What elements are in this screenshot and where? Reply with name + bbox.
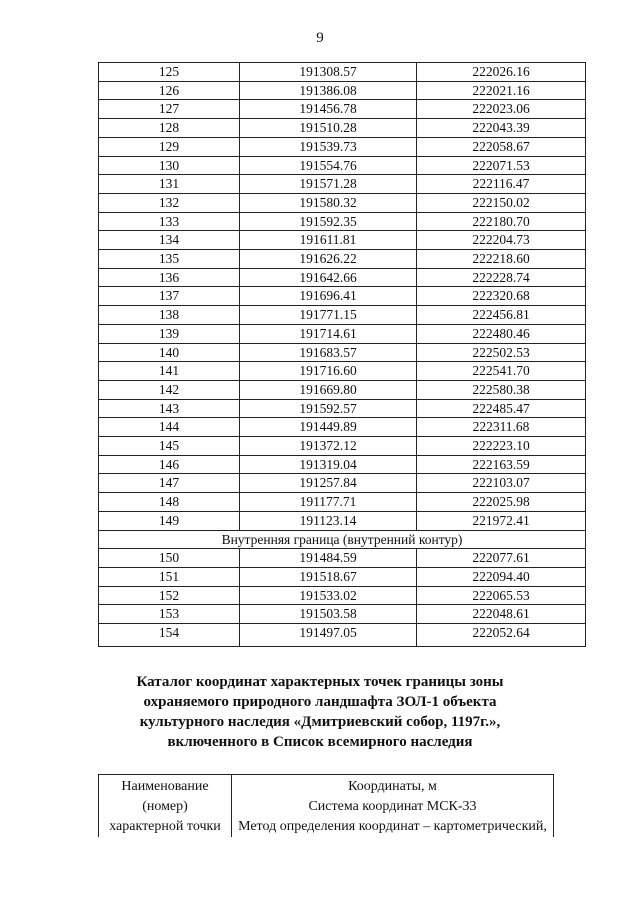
x-coordinate-cell: 191592.35 bbox=[240, 212, 417, 231]
y-coordinate-cell: 222456.81 bbox=[417, 306, 586, 325]
table-row bbox=[99, 119, 586, 138]
x-coordinate-cell: 191177.71 bbox=[240, 493, 417, 512]
point-number-cell: 148 bbox=[99, 493, 240, 512]
point-number-cell: 130 bbox=[99, 156, 240, 175]
y-coordinate-cell: 222180.70 bbox=[417, 212, 586, 231]
y-coordinate-cell: 222502.53 bbox=[417, 343, 586, 362]
table-row bbox=[99, 511, 586, 530]
x-coordinate-cell: 191611.81 bbox=[240, 231, 417, 250]
table-row bbox=[99, 137, 586, 156]
y-coordinate-cell: 222116.47 bbox=[417, 175, 586, 194]
point-number-cell: 145 bbox=[99, 437, 240, 456]
point-number-cell: 139 bbox=[99, 324, 240, 343]
x-coordinate-cell: 191386.08 bbox=[240, 81, 417, 100]
point-number-cell: 149 bbox=[99, 511, 240, 530]
coordinates-header-line1: Координаты, м bbox=[348, 779, 437, 794]
x-coordinate-cell: 191669.80 bbox=[240, 380, 417, 399]
x-coordinate-cell: 191539.73 bbox=[240, 137, 417, 156]
point-number-cell: 128 bbox=[99, 119, 240, 138]
coordinates-header-line2: Система координат МСК-33 bbox=[308, 799, 477, 814]
x-coordinate-cell: 191696.41 bbox=[240, 287, 417, 306]
y-coordinate-cell: 222023.06 bbox=[417, 100, 586, 119]
y-coordinate-cell: 222026.16 bbox=[417, 63, 586, 82]
table-row bbox=[99, 100, 586, 119]
point-number-cell: 141 bbox=[99, 362, 240, 381]
y-coordinate-cell: 222320.68 bbox=[417, 287, 586, 306]
y-coordinate-cell: 222218.60 bbox=[417, 250, 586, 269]
point-number-cell: 135 bbox=[99, 250, 240, 269]
point-number-cell: 140 bbox=[99, 343, 240, 362]
y-coordinate-cell: 222163.59 bbox=[417, 455, 586, 474]
table-row bbox=[99, 549, 586, 568]
outer-contour-rows bbox=[99, 63, 586, 531]
point-number-cell: 136 bbox=[99, 268, 240, 287]
x-coordinate-cell: 191319.04 bbox=[240, 455, 417, 474]
table-row bbox=[99, 380, 586, 399]
x-coordinate-cell: 191372.12 bbox=[240, 437, 417, 456]
y-coordinate-cell: 222094.40 bbox=[417, 567, 586, 586]
catalog-heading: Каталог координат характерных точек границы зоны охраняемого природного ландшафта ЗОЛ-1 объекта культурного наследия «Дмитриевский собор, 1197г.», включенного в Список всемирного наследия bbox=[136, 674, 504, 750]
y-coordinate-cell: 222071.53 bbox=[417, 156, 586, 175]
table-row bbox=[99, 81, 586, 100]
y-coordinate-cell: 222021.16 bbox=[417, 81, 586, 100]
point-number-cell: 146 bbox=[99, 455, 240, 474]
y-coordinate-cell: 222228.74 bbox=[417, 268, 586, 287]
x-coordinate-cell: 191626.22 bbox=[240, 250, 417, 269]
point-number-cell: 127 bbox=[99, 100, 240, 119]
x-coordinate-cell: 191449.89 bbox=[240, 418, 417, 437]
y-coordinate-cell: 222311.68 bbox=[417, 418, 586, 437]
x-coordinate-cell: 191683.57 bbox=[240, 343, 417, 362]
y-coordinate-cell: 222103.07 bbox=[417, 474, 586, 493]
point-number-cell: 154 bbox=[99, 624, 240, 647]
section-header-row bbox=[99, 530, 586, 549]
x-coordinate-cell: 191497.05 bbox=[240, 624, 417, 647]
coordinates-table bbox=[98, 62, 586, 647]
x-coordinate-cell: 191456.78 bbox=[240, 100, 417, 119]
x-coordinate-cell: 191308.57 bbox=[240, 63, 417, 82]
catalog-header-row bbox=[99, 775, 554, 838]
x-coordinate-cell: 191571.28 bbox=[240, 175, 417, 194]
x-coordinate-cell: 191580.32 bbox=[240, 193, 417, 212]
point-name-header-line1: Наименование bbox=[121, 779, 209, 794]
y-coordinate-cell: 222065.53 bbox=[417, 586, 586, 605]
x-coordinate-cell: 191123.14 bbox=[240, 511, 417, 530]
section-row-group bbox=[99, 530, 586, 549]
table-row bbox=[99, 399, 586, 418]
table-row bbox=[99, 324, 586, 343]
x-coordinate-cell: 191554.76 bbox=[240, 156, 417, 175]
point-number-cell: 142 bbox=[99, 380, 240, 399]
y-coordinate-cell: 222048.61 bbox=[417, 605, 586, 624]
table-row bbox=[99, 362, 586, 381]
table-row bbox=[99, 268, 586, 287]
catalog-header-table bbox=[98, 774, 554, 837]
point-name-header bbox=[99, 775, 232, 838]
x-coordinate-cell: 191716.60 bbox=[240, 362, 417, 381]
y-coordinate-cell: 222077.61 bbox=[417, 549, 586, 568]
point-number-cell: 143 bbox=[99, 399, 240, 418]
point-number-cell: 133 bbox=[99, 212, 240, 231]
page-number: 9 bbox=[316, 30, 324, 46]
table-row bbox=[99, 455, 586, 474]
table-row bbox=[99, 437, 586, 456]
table-row bbox=[99, 624, 586, 647]
x-coordinate-cell: 191771.15 bbox=[240, 306, 417, 325]
point-number-cell: 126 bbox=[99, 81, 240, 100]
y-coordinate-cell: 222541.70 bbox=[417, 362, 586, 381]
table-row bbox=[99, 175, 586, 194]
point-number-cell: 151 bbox=[99, 567, 240, 586]
point-number-cell: 153 bbox=[99, 605, 240, 624]
x-coordinate-cell: 191484.59 bbox=[240, 549, 417, 568]
y-coordinate-cell: 222223.10 bbox=[417, 437, 586, 456]
point-name-header-line2: (номер) bbox=[142, 799, 188, 814]
table-row bbox=[99, 586, 586, 605]
x-coordinate-cell: 191510.28 bbox=[240, 119, 417, 138]
point-number-cell: 150 bbox=[99, 549, 240, 568]
x-coordinate-cell: 191257.84 bbox=[240, 474, 417, 493]
coordinates-header-line3: Метод определения координат – картометрический, bbox=[238, 819, 547, 834]
y-coordinate-cell: 222058.67 bbox=[417, 137, 586, 156]
point-number-cell: 129 bbox=[99, 137, 240, 156]
x-coordinate-cell: 191518.67 bbox=[240, 567, 417, 586]
table-row bbox=[99, 493, 586, 512]
y-coordinate-cell: 222480.46 bbox=[417, 324, 586, 343]
x-coordinate-cell: 191503.58 bbox=[240, 605, 417, 624]
point-number-cell: 144 bbox=[99, 418, 240, 437]
y-coordinate-cell: 222580.38 bbox=[417, 380, 586, 399]
table-row bbox=[99, 287, 586, 306]
point-name-header-line3: характерной точки bbox=[109, 819, 221, 834]
point-number-cell: 138 bbox=[99, 306, 240, 325]
point-number-cell: 125 bbox=[99, 63, 240, 82]
x-coordinate-cell: 191714.61 bbox=[240, 324, 417, 343]
y-coordinate-cell: 222043.39 bbox=[417, 119, 586, 138]
point-number-cell: 152 bbox=[99, 586, 240, 605]
point-number-cell: 147 bbox=[99, 474, 240, 493]
point-number-cell: 137 bbox=[99, 287, 240, 306]
table-row bbox=[99, 156, 586, 175]
y-coordinate-cell: 221972.41 bbox=[417, 511, 586, 530]
x-coordinate-cell: 191642.66 bbox=[240, 268, 417, 287]
y-coordinate-cell: 222150.02 bbox=[417, 193, 586, 212]
x-coordinate-cell: 191592.57 bbox=[240, 399, 417, 418]
point-number-cell: 132 bbox=[99, 193, 240, 212]
y-coordinate-cell: 222025.98 bbox=[417, 493, 586, 512]
table-row bbox=[99, 567, 586, 586]
x-coordinate-cell: 191533.02 bbox=[240, 586, 417, 605]
table-row bbox=[99, 605, 586, 624]
y-coordinate-cell: 222485.47 bbox=[417, 399, 586, 418]
point-number-cell: 134 bbox=[99, 231, 240, 250]
table-row bbox=[99, 250, 586, 269]
coordinates-header bbox=[232, 775, 554, 838]
y-coordinate-cell: 222052.64 bbox=[417, 624, 586, 647]
point-number-cell: 131 bbox=[99, 175, 240, 194]
table-row bbox=[99, 63, 586, 82]
table-row bbox=[99, 231, 586, 250]
table-row bbox=[99, 193, 586, 212]
table-row bbox=[99, 212, 586, 231]
table-row bbox=[99, 474, 586, 493]
table-row bbox=[99, 306, 586, 325]
inner-contour-rows bbox=[99, 549, 586, 647]
y-coordinate-cell: 222204.73 bbox=[417, 231, 586, 250]
section-title: Внутренняя граница (внутренний контур) bbox=[99, 530, 586, 549]
table-row bbox=[99, 343, 586, 362]
table-row bbox=[99, 418, 586, 437]
